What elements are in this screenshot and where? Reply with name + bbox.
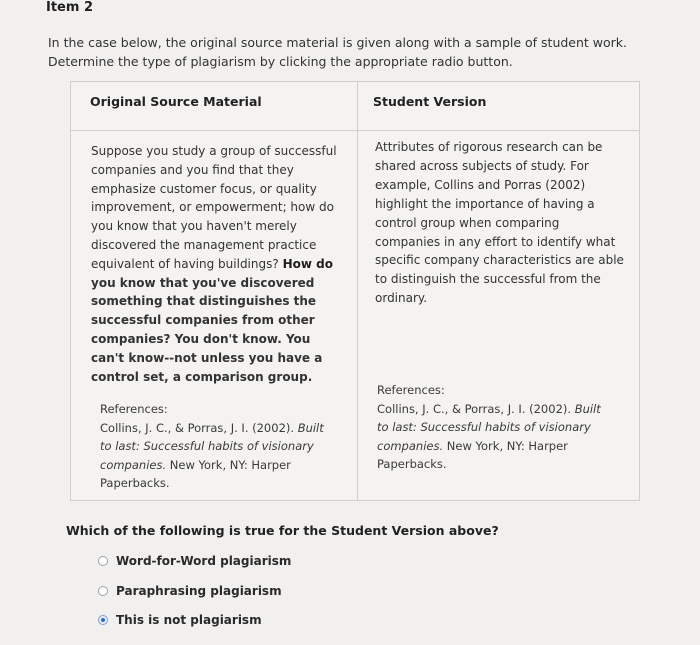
instructions xyxy=(48,33,668,71)
question-text: Which of the following is true for the Student Version above? xyxy=(66,523,499,538)
instructions-line-2: Determine the type of plagiarism by clicking the appropriate radio button. xyxy=(48,54,513,69)
radio-button[interactable] xyxy=(98,586,108,596)
reference-line xyxy=(100,437,350,456)
student-line: companies in any effort to identify what xyxy=(375,234,616,249)
header-student xyxy=(358,82,639,131)
instructions-line-1: In the case below, the original source material is given along with a sample of student work. xyxy=(48,35,628,50)
radio-button-selected[interactable] xyxy=(98,615,108,625)
reference-authors: Collins, J. C., & Porras, J. I. (2002). xyxy=(377,401,575,416)
reference-title-part: to last: Successful habits of visionary xyxy=(377,420,591,434)
student-references xyxy=(377,381,632,474)
reference-publisher: New York, NY: Harper xyxy=(443,438,568,453)
original-bold-line: you know that you've discovered xyxy=(91,275,315,290)
reference-line xyxy=(377,437,632,456)
option-word-for-word[interactable] xyxy=(98,554,291,568)
original-source-cell xyxy=(71,131,358,500)
original-bold-line: can't know--not unless you have a xyxy=(91,350,323,365)
reference-line: Paperbacks. xyxy=(100,476,170,490)
original-line: emphasize customer focus, or quality xyxy=(91,181,317,196)
original-bold-line: control set, a comparison group. xyxy=(91,369,313,384)
original-line: you know that you haven't merely xyxy=(91,219,297,234)
reference-title-part: Built xyxy=(297,420,324,435)
comparison-table xyxy=(70,81,640,501)
option-label[interactable]: This is not plagiarism xyxy=(116,613,262,627)
header-original-label: Original Source Material xyxy=(90,94,262,109)
header-student-label: Student Version xyxy=(373,94,487,109)
reference-title-part: companies. xyxy=(100,457,167,472)
original-bold-line: successful companies from other xyxy=(91,313,315,328)
reference-publisher: New York, NY: Harper xyxy=(166,457,291,472)
original-bold-line: something that distinguishes the xyxy=(91,294,317,309)
original-plain-fragment: equivalent of having buildings? xyxy=(91,256,283,271)
reference-line xyxy=(100,456,350,475)
option-not-plagiarism[interactable] xyxy=(98,613,262,627)
student-line: to distinguish the successful from the xyxy=(375,272,601,287)
student-line: ordinary. xyxy=(375,291,428,306)
original-line: discovered the management practice xyxy=(91,237,317,252)
student-line: shared across subjects of study. For xyxy=(375,158,589,173)
reference-title-part: to last: Successful habits of visionary xyxy=(100,439,314,453)
student-line: example, Collins and Porras (2002) xyxy=(375,177,586,192)
original-text xyxy=(91,142,351,386)
student-version-cell xyxy=(358,131,639,500)
reference-line xyxy=(377,400,632,419)
reference-authors: Collins, J. C., & Porras, J. I. (2002). xyxy=(100,420,298,435)
reference-title-part: companies. xyxy=(377,438,444,453)
reference-line xyxy=(100,419,350,438)
item-title: Item 2 xyxy=(46,0,93,15)
student-text xyxy=(375,138,635,308)
option-label[interactable]: Paraphrasing plagiarism xyxy=(116,584,282,598)
original-line: companies and you find that they xyxy=(91,162,294,177)
original-references xyxy=(100,400,350,493)
reference-line xyxy=(377,418,632,437)
radio-button[interactable] xyxy=(98,556,108,566)
reference-title-part: Built xyxy=(574,401,601,416)
original-line: Suppose you study a group of successful xyxy=(91,144,337,158)
option-label[interactable]: Word-for-Word plagiarism xyxy=(116,554,292,568)
original-bold-line: companies? You don't know. You xyxy=(91,331,311,346)
references-label: References: xyxy=(100,402,168,416)
header-original xyxy=(71,82,358,131)
references-label: References: xyxy=(377,383,445,397)
original-bold-fragment: How do xyxy=(282,256,333,271)
student-line: specific company characteristics are able xyxy=(375,253,624,268)
student-line: control group when comparing xyxy=(375,215,560,230)
student-line: Attributes of rigorous research can be xyxy=(375,140,603,154)
reference-line: Paperbacks. xyxy=(377,457,447,471)
option-paraphrasing[interactable] xyxy=(98,584,282,598)
original-line-mixed xyxy=(91,255,351,274)
student-line: highlight the importance of having a xyxy=(375,196,595,211)
original-line: improvement, or empowerment; how do xyxy=(91,200,334,215)
